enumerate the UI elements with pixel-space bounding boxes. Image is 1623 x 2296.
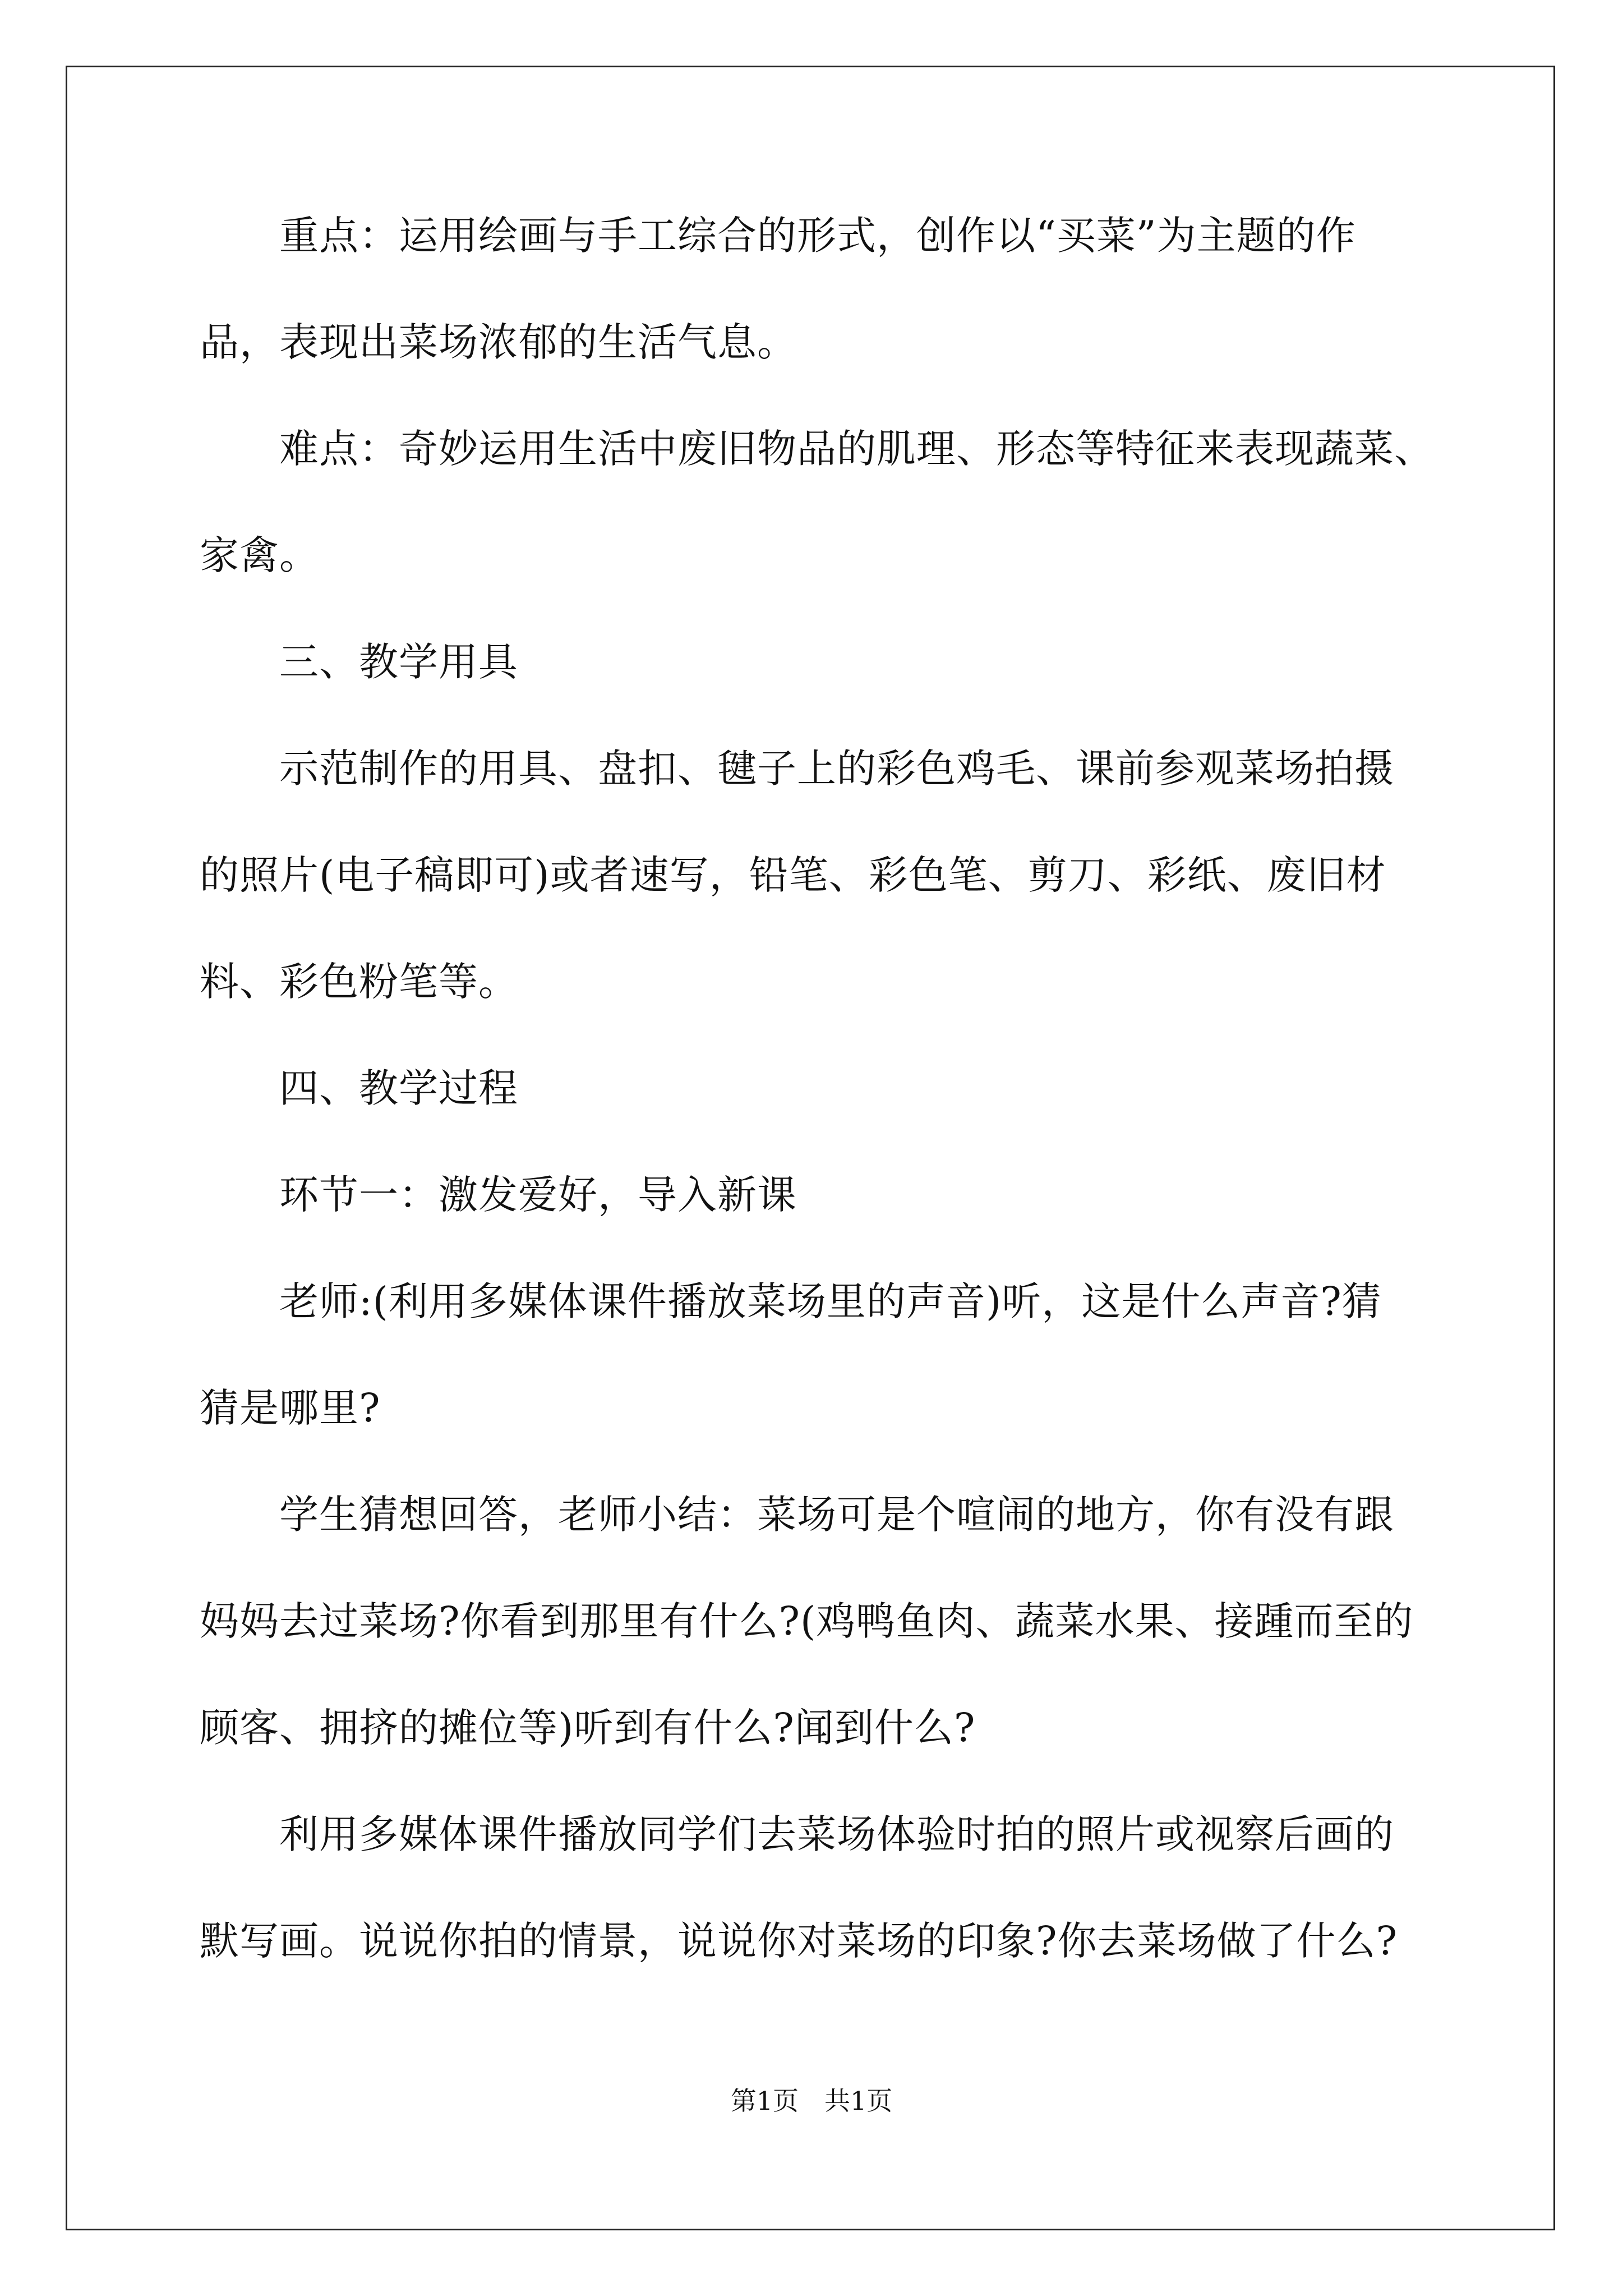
text-line: 重点：运用绘画与手工综合的形式，创作以“买菜”为主题的作 bbox=[200, 213, 1356, 259]
text-line: 猜是哪里? bbox=[200, 1385, 381, 1431]
text-line: 学生猜想回答，老师小结：菜场可是个喧闹的地方，你有没有跟 bbox=[200, 1492, 1394, 1538]
page-footer bbox=[0, 2084, 1623, 2118]
text-line: 老师:(利用多媒体课件播放菜场里的声音)听，这是什么声音?猜 bbox=[200, 1278, 1382, 1324]
page-number-label: 第1页 共1页 bbox=[730, 2086, 893, 2116]
text-line: 品，表现出菜场浓郁的生活气息。 bbox=[200, 319, 797, 365]
section-heading: 四、教学过程 bbox=[200, 1065, 518, 1111]
text-line: 料、彩色粉笔等。 bbox=[200, 959, 518, 1005]
text-line: 妈妈去过菜场?你看到那里有什么?(鸡鸭鱼肉、蔬菜水果、接踵而至的 bbox=[200, 1598, 1414, 1644]
page-border bbox=[66, 66, 1555, 2230]
text-line: 难点：奇妙运用生活中废旧物品的肌理、形态等特征来表现蔬菜、 bbox=[200, 426, 1434, 472]
text-line: 利用多媒体课件播放同学们去菜场体验时拍的照片或视察后画的 bbox=[200, 1811, 1394, 1857]
subsection-heading: 环节一：激发爱好，导入新课 bbox=[200, 1172, 797, 1218]
text-line: 顾客、拥挤的摊位等)听到有什么?闻到什么? bbox=[200, 1705, 976, 1751]
section-heading: 三、教学用具 bbox=[200, 639, 518, 685]
text-line: 的照片(电子稿即可)或者速写，铅笔、彩色笔、剪刀、彩纸、废旧材 bbox=[200, 852, 1386, 898]
text-line: 默写画。说说你拍的情景，说说你对菜场的印象?你去菜场做了什么? bbox=[200, 1918, 1398, 1964]
text-line: 示范制作的用具、盘扣、毽子上的彩色鸡毛、课前参观菜场拍摄 bbox=[200, 746, 1394, 792]
text-line: 家禽。 bbox=[200, 532, 319, 578]
